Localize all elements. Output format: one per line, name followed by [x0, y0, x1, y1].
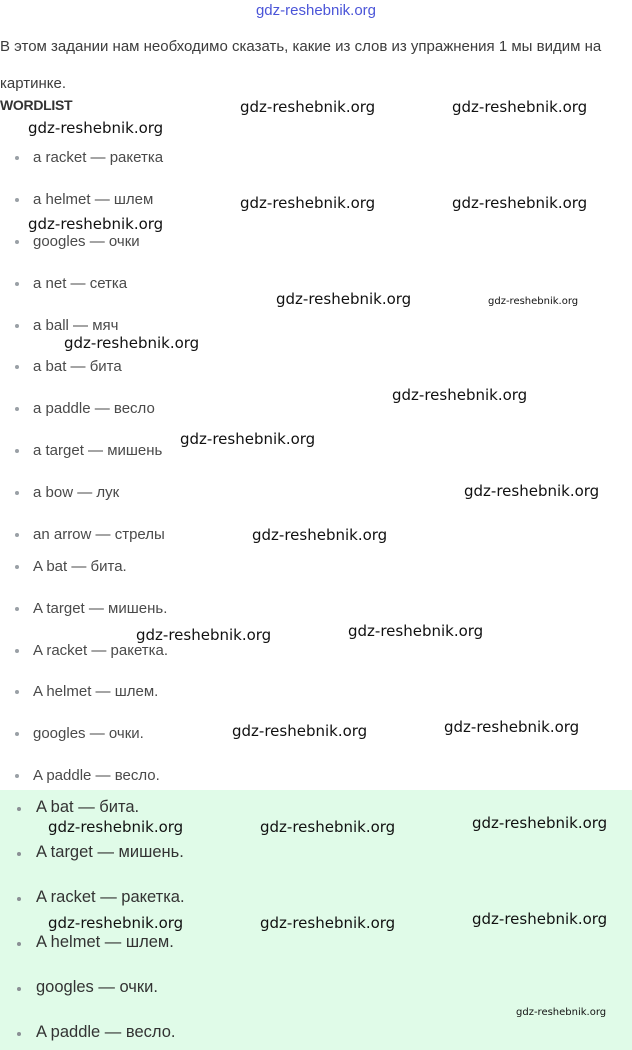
watermark: gdz-reshebnik.org: [488, 296, 579, 307]
bullet-icon: [15, 365, 19, 369]
bullet-icon: [15, 198, 19, 202]
watermark: gdz-reshebnik.org: [452, 194, 588, 212]
watermark: gdz-reshebnik.org: [260, 818, 396, 836]
bullet-icon: [15, 282, 19, 286]
site-link[interactable]: gdz-reshebnik.org: [255, 2, 377, 19]
watermark: gdz-reshebnik.org: [252, 526, 388, 544]
wordlist-heading: WORDLIST: [0, 97, 73, 113]
watermark: gdz-reshebnik.org: [472, 814, 608, 832]
watermark: gdz-reshebnik.org: [240, 98, 376, 116]
bullet-icon: [15, 607, 19, 611]
watermark: gdz-reshebnik.org: [240, 194, 376, 212]
bullet-icon: [15, 491, 19, 495]
bullet-icon: [17, 897, 21, 901]
bullet-icon: [15, 774, 19, 778]
watermark: gdz-reshebnik.org: [452, 98, 588, 116]
bullet-icon: [15, 690, 19, 694]
bullet-icon: [15, 324, 19, 328]
bullet-icon: [15, 533, 19, 537]
bullet-icon: [17, 852, 21, 856]
bullet-icon: [15, 732, 19, 736]
watermark: gdz-reshebnik.org: [48, 914, 184, 932]
bullet-icon: [17, 1032, 21, 1036]
watermark: gdz-reshebnik.org: [348, 622, 484, 640]
bullet-icon: [17, 987, 21, 991]
bullet-icon: [15, 449, 19, 453]
answer-box: A bat — бита. A target — мишень. A racket — ракетка. A helmet — шлем. googles — очки. A paddle — весло.: [0, 790, 632, 1050]
watermark: gdz-reshebnik.org: [516, 1007, 607, 1018]
watermark: gdz-reshebnik.org: [28, 215, 164, 233]
watermark: gdz-reshebnik.org: [464, 482, 600, 500]
intro-text: В этом задании нам необходимо сказать, какие из слов из упражнения 1 мы видим на картинке.: [0, 38, 602, 92]
bullet-icon: [15, 240, 19, 244]
bullet-icon: [15, 649, 19, 653]
watermark: gdz-reshebnik.org: [444, 718, 580, 736]
bullet-icon: [17, 807, 21, 811]
watermark: gdz-reshebnik.org: [48, 818, 184, 836]
watermark: gdz-reshebnik.org: [260, 914, 396, 932]
watermark: gdz-reshebnik.org: [472, 910, 608, 928]
bullet-icon: [17, 942, 21, 946]
watermark: gdz-reshebnik.org: [180, 430, 316, 448]
watermark: gdz-reshebnik.org: [232, 722, 368, 740]
watermark: gdz-reshebnik.org: [28, 119, 164, 137]
watermark: gdz-reshebnik.org: [392, 386, 528, 404]
watermark: gdz-reshebnik.org: [64, 334, 200, 352]
bullet-icon: [15, 156, 19, 160]
bullet-icon: [15, 565, 19, 569]
watermark: gdz-reshebnik.org: [276, 290, 412, 308]
watermark: gdz-reshebnik.org: [136, 626, 272, 644]
bullet-icon: [15, 407, 19, 411]
